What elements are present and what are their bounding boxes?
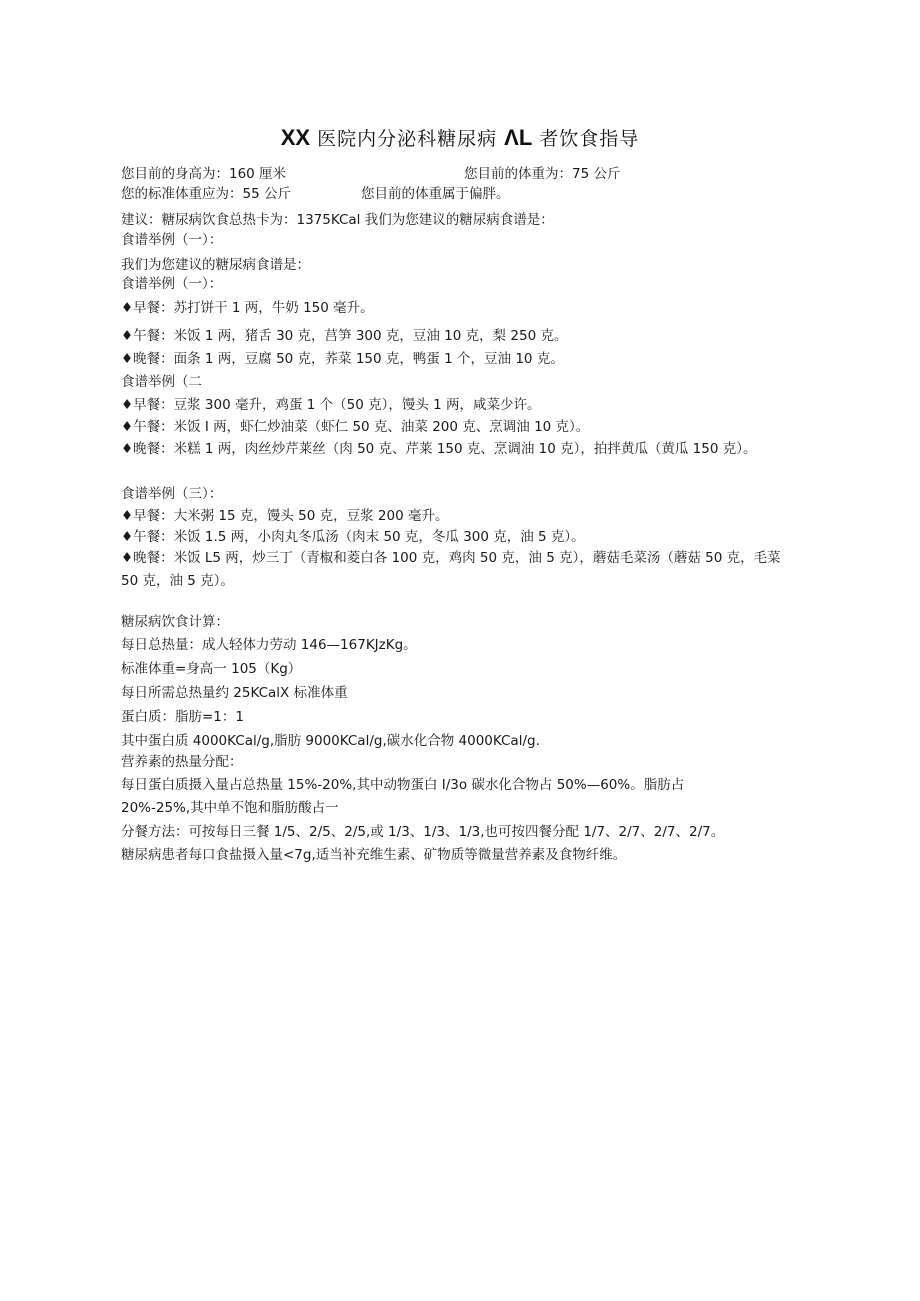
nutrient-heading: 营养素的热量分配：: [121, 754, 243, 770]
recipe-heading-2: 食谱举例（二: [121, 374, 202, 390]
recipe-heading-1b: 食谱举例（一）：: [121, 276, 223, 292]
meal-lunch-2: ♦午餐：米饭 I 两，虾仁炒油菜（虾仁 50 克、油菜 200 克、烹调油 10 克）。: [121, 419, 590, 435]
meal-breakfast-3: ♦早餐：大米粥 15 克，馒头 50 克，豆浆 200 毫升。: [121, 508, 449, 524]
calc-energy-values: 其中蛋白质 4000KCal∕g,脂肪 9000KCal∕g,碳水化合物 4000KCal/g.: [121, 733, 540, 749]
standard-weight-text: 您的标准体重应为：55 公斤: [121, 186, 291, 202]
page-title: [0, 124, 920, 151]
title-prefix: XX: [280, 125, 311, 150]
weight-status-text: 您目前的体重属于偏胖。: [361, 186, 510, 202]
nutrient-distribution: 每日蛋白质摄入量占总热量 15%-20%,其中动物蛋白 I∕3o 碳水化合物占 50%—60%。脂肪占 20%-25%,其中单不饱和脂肪酸占一: [121, 777, 685, 816]
meal-breakfast-2: ♦早餐：豆浆 300 毫升，鸡蛋 1 个（50 克），馒头 1 两，咸菜少许。: [121, 397, 541, 413]
title-marker: ΛL: [504, 125, 533, 150]
meal-breakfast-1: ♦早餐：苏打饼干 1 两，牛奶 150 毫升。: [121, 300, 374, 316]
height-text: 您目前的身高为：160 厘米: [121, 166, 287, 182]
meal-dinner-3: ♦晚餐：米饭 L5 两，炒三丁（青椒和菱白各 100 克，鸡肉 50 克，油 5 克），蘑菇毛菜汤（蘑菇 50 克，毛菜 50 克，油 5 克）。: [121, 550, 781, 589]
salt-intake-note: 糖尿病患者每口食盐摄入量<7g,适当补充维生素、矿物质等微量营养素及食物纤维。: [121, 847, 627, 863]
profile-row-1: [121, 164, 286, 184]
meal-dinner-2: ♦晚餐：米糕 1 两，肉丝炒芹莱丝（肉 50 克、芹莱 150 克、烹调油 10 克），拍拌黄瓜（黄瓜 150 克）。: [121, 441, 757, 457]
title-suffix: 者饮食指导: [532, 128, 640, 150]
meal-split-method: 分餐方法：可按每日三餐 1/5、2/5、2/5,或 1/3、1/3、1/3,也可按四餐分配 1/7、2/7、2/7、2/7。: [121, 824, 725, 840]
calc-standard-weight: 标准体重=身高一 105（Kg）: [121, 661, 302, 677]
calc-daily-calories: 每日所需总热量约 25KCalX 标准体重: [121, 685, 348, 701]
meal-lunch-3: ♦午餐：米饭 1.5 两，小肉丸冬瓜汤（肉末 50 克，冬瓜 300 克，油 5 克）。: [121, 529, 585, 545]
meal-lunch-1: ♦午餐：米饭 1 两，猪舌 30 克，莒笋 300 克，豆油 10 克，梨 250 克。: [121, 328, 568, 344]
advice-text: 建议：糖尿病饮食总热卡为：1375KCal 我们为您建议的糖尿病食谱是：: [121, 212, 554, 228]
calc-total-calories: 每日总热量：成人轻体力劳动 146—167KJzKg。: [121, 637, 417, 653]
weight-text: 您目前的体重为：75 公斤: [464, 166, 621, 182]
title-middle: 医院内分泌科糖尿病: [310, 128, 505, 150]
recipe-heading-1: 食谱举例（一）：: [121, 232, 223, 248]
meal-dinner-1: ♦晚餐：面条 1 两，豆腐 50 克，荞菜 150 克，鸭蛋 1 个，豆油 10 克。: [121, 351, 564, 367]
recipe-intro: 我们为您建议的糖尿病食谱是：: [121, 257, 310, 273]
calc-protein-fat-ratio: 蛋白质：脂肪=1：1: [121, 709, 244, 725]
calc-heading: 糖尿病饮食计算：: [121, 614, 229, 630]
recipe-heading-3: 食谱举例（三）：: [121, 486, 223, 502]
